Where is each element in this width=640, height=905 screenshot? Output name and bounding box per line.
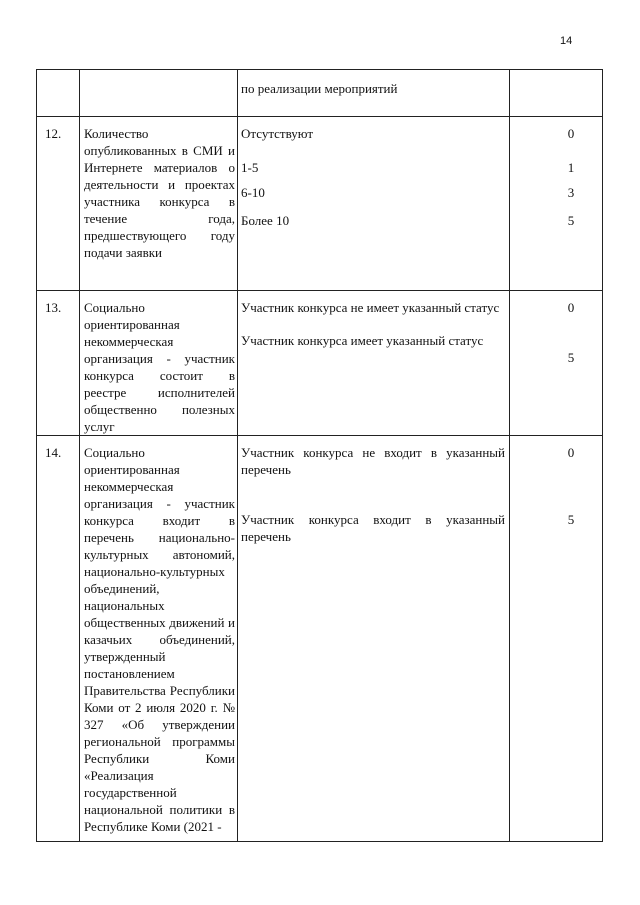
- score-value: 0: [567, 445, 575, 460]
- option-label: Участник конкурса не входит в указанный перечень: [241, 445, 505, 477]
- row-number-cell: 14.: [37, 436, 80, 842]
- criterion-cell: Социально ориентированная некоммерческая организация - участник конкурса состоит в реестре исполнителей общественно полезных услуг: [80, 291, 238, 436]
- option-label: 1-5: [241, 160, 259, 175]
- score-value: 0: [567, 126, 575, 141]
- criterion-cell: Социально ориентированная некоммерческая организация - участник конкурса входит в перечень национально-культурных автономий, национально-культурных объединений, национальных общественных движений и казачьих объединений, утвержденный постановлением Правительства Республики Коми от 2 июля 2020 г. № 327 «Об утверждении региональной программы Республики Коми «Реализация государственной национальной политики в Республике Коми (2021 -: [80, 436, 238, 842]
- option-label: Более 10: [241, 213, 290, 228]
- table-row: [37, 117, 603, 291]
- option-label: 6-10: [241, 185, 265, 200]
- option-label: по реализации мероприятий: [241, 81, 398, 96]
- option-label: Участник конкурса имеет указанный статус: [241, 333, 484, 348]
- criterion-cell: [80, 70, 238, 117]
- score-cell: [510, 291, 603, 436]
- table-row: [37, 436, 603, 842]
- options-cell: [238, 70, 510, 117]
- row-number-cell: 12.: [37, 117, 80, 291]
- option-label: Отсутствуют: [241, 126, 314, 141]
- score-value: 5: [567, 213, 575, 228]
- score-value: 3: [567, 185, 575, 200]
- options-cell: [238, 436, 510, 842]
- option-label: Участник конкурса не имеет указанный статус: [241, 300, 500, 315]
- row-number-cell: [37, 70, 80, 117]
- score-value: 1: [567, 160, 575, 175]
- options-cell: [238, 117, 510, 291]
- score-value: 5: [567, 512, 575, 527]
- page-number: 14: [560, 35, 573, 47]
- score-cell: [510, 436, 603, 842]
- table-row: [37, 291, 603, 436]
- score-cell: [510, 70, 603, 117]
- row-number-cell: 13.: [37, 291, 80, 436]
- criteria-table: [36, 69, 603, 842]
- score-value: 5: [567, 350, 575, 365]
- table-row: [37, 70, 603, 117]
- criterion-cell: Количество опубликованных в СМИ и Интернете материалов о деятельности и проектах участника конкурса в течение года, предшествующего году подачи заявки: [80, 117, 238, 291]
- option-label: Участник конкурса входит в указанный перечень: [241, 512, 505, 544]
- options-cell: [238, 291, 510, 436]
- score-cell: [510, 117, 603, 291]
- score-value: 0: [567, 300, 575, 315]
